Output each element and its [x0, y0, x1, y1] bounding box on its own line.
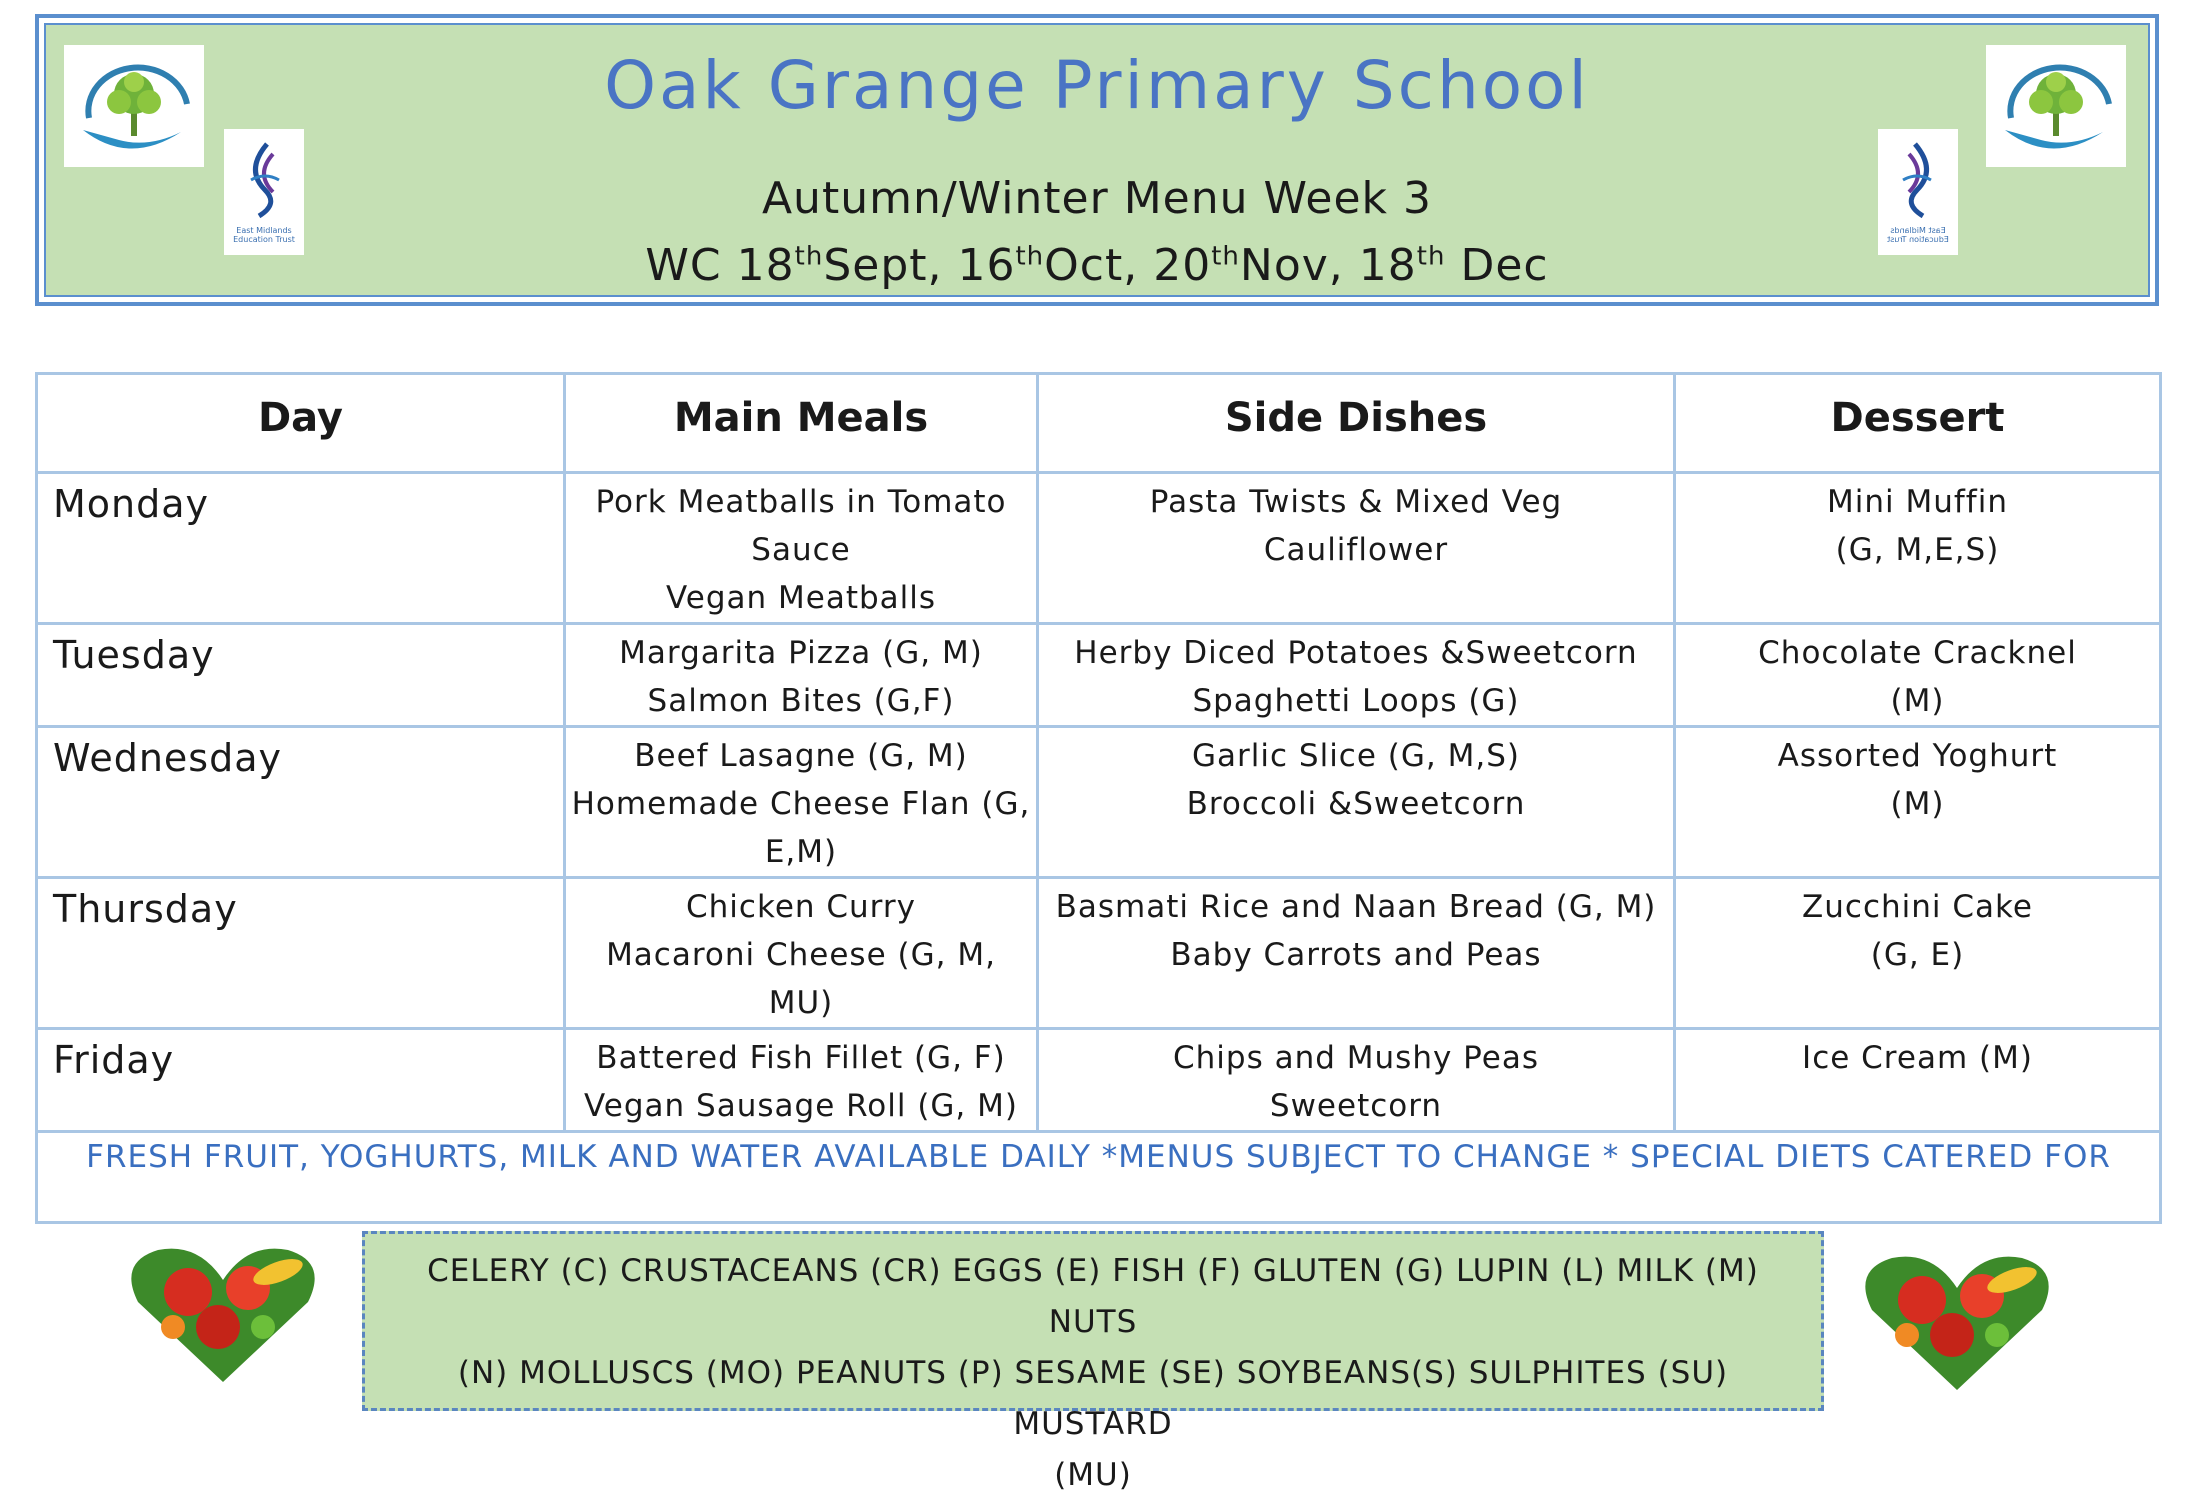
header-dessert: Dessert [1675, 374, 2161, 473]
menu-title: Autumn/Winter Menu Week 3 [761, 173, 1433, 224]
meal-line: Beef Lasagne (G, M) [634, 738, 968, 774]
side-dishes-cell [1038, 624, 1675, 727]
day-cell: Friday [37, 1029, 565, 1132]
table-row-friday [37, 1029, 2161, 1132]
allergen-line: (MU) [1054, 1457, 1132, 1493]
header-day: Day [37, 374, 565, 473]
menu-dates: WC 18thSept, 16thOct, 20thNov, 18th Dec [645, 240, 1549, 291]
meal-line: Salmon Bites (G,F) [647, 683, 955, 719]
meal-line: Macaroni Cheese (G, M, [606, 937, 996, 973]
side-dishes-cell [1038, 727, 1675, 878]
side-line: Chips and Mushy Peas [1173, 1040, 1539, 1076]
side-line: Basmati Rice and Naan Bread (G, M) [1055, 889, 1657, 925]
school-name: Oak Grange Primary School [604, 47, 1590, 124]
menu-table [35, 372, 2162, 1224]
allergen-line: CELERY (C) CRUSTACEANS (CR) EGGS (E) FISH (F) GLUTEN (G) LUPIN (L) MILK (M) NUTS [427, 1253, 1759, 1340]
main-meals-cell [565, 727, 1038, 878]
dessert-cell [1675, 473, 2161, 624]
meal-line: Margarita Pizza (G, M) [619, 635, 983, 671]
east-midlands-icon [1893, 140, 1943, 220]
table-row-monday [37, 473, 2161, 624]
east-midlands-logo-right [1878, 129, 1958, 255]
table-row-thursday [37, 878, 2161, 1029]
day-cell: Wednesday [37, 727, 565, 878]
side-line: Herby Diced Potatoes &Sweetcorn [1074, 635, 1638, 671]
allergen-key [362, 1231, 1824, 1493]
dessert-cell [1675, 1029, 2161, 1132]
fruit-veg-heart-icon [1852, 1240, 2062, 1400]
side-dishes-cell [1038, 473, 1675, 624]
dessert-line: (M) [1890, 786, 1945, 822]
fruit-veg-heart-icon [118, 1232, 328, 1392]
dessert-line: Mini Muffin [1827, 484, 2008, 520]
meal-line: Vegan Meatballs [665, 580, 937, 616]
meal-line: Battered Fish Fillet (G, F) [596, 1040, 1006, 1076]
day-cell: Tuesday [37, 624, 565, 727]
dessert-line: Assorted Yoghurt [1777, 738, 2058, 774]
side-line: Pasta Twists & Mixed Veg [1149, 484, 1563, 520]
header-main-meals: Main Meals [565, 374, 1038, 473]
meal-line: Homemade Cheese Flan (G, [571, 786, 1031, 822]
side-dishes-cell [1038, 878, 1675, 1029]
main-meals-cell [565, 1029, 1038, 1132]
side-line: Sweetcorn [1269, 1088, 1443, 1124]
side-line: Garlic Slice (G, M,S) [1192, 738, 1520, 774]
table-row-wednesday [37, 727, 2161, 878]
dessert-line: Ice Cream (M) [1802, 1040, 2033, 1076]
tree-hand-icon [1991, 48, 2121, 164]
meal-line: Chicken Curry [686, 889, 916, 925]
dessert-line: Chocolate Cracknel [1758, 635, 2077, 671]
dessert-line: (M) [1890, 683, 1945, 719]
emt-logo-text: East Midlands Education Trust [233, 226, 295, 244]
dessert-line: (G, E) [1870, 937, 1965, 973]
day-cell: Monday [37, 473, 565, 624]
meal-line: Vegan Sausage Roll (G, M) [584, 1088, 1018, 1124]
side-line: Baby Carrots and Peas [1170, 937, 1542, 973]
table-row-tuesday [37, 624, 2161, 727]
header-side-dishes: Side Dishes [1038, 374, 1675, 473]
dessert-line: (G, M,E,S) [1835, 532, 2000, 568]
meal-line: MU) [768, 985, 834, 1021]
side-line: Broccoli &Sweetcorn [1186, 786, 1526, 822]
header-banner [35, 14, 2159, 306]
header-banner-inner [44, 23, 2150, 297]
side-dishes-cell [1038, 1029, 1675, 1132]
table-header-row [37, 374, 2161, 473]
fruit-veg-heart-left [118, 1232, 328, 1392]
main-meals-cell [565, 624, 1038, 727]
dessert-cell [1675, 878, 2161, 1029]
tree-hand-logo-right [1986, 45, 2126, 167]
meal-line: Sauce [751, 532, 851, 568]
dessert-line: Zucchini Cake [1802, 889, 2033, 925]
meal-line: Pork Meatballs in Tomato [595, 484, 1007, 520]
main-meals-cell [565, 878, 1038, 1029]
fruit-veg-heart-right [1852, 1240, 2062, 1400]
side-line: Cauliflower [1263, 532, 1449, 568]
meal-line: E,M) [764, 834, 838, 870]
side-line: Spaghetti Loops (G) [1192, 683, 1520, 719]
main-meals-cell [565, 473, 1038, 624]
dessert-cell [1675, 727, 2161, 878]
allergen-line: (N) MOLLUSCS (MO) PEANUTS (P) SESAME (SE) SOYBEANS(S) SULPHITES (SU) MUSTARD [457, 1355, 1729, 1442]
daily-availability-note: FRESH FRUIT, YOGHURTS, MILK AND WATER AVAILABLE DAILY *MENUS SUBJECT TO CHANGE * SPECIAL DIETS CATERED FOR [37, 1132, 2161, 1223]
dessert-cell [1675, 624, 2161, 727]
day-cell: Thursday [37, 878, 565, 1029]
emt-logo-text-mirrored: East Midlands Education Trust [1887, 226, 1949, 244]
table-footer-row [37, 1132, 2161, 1223]
